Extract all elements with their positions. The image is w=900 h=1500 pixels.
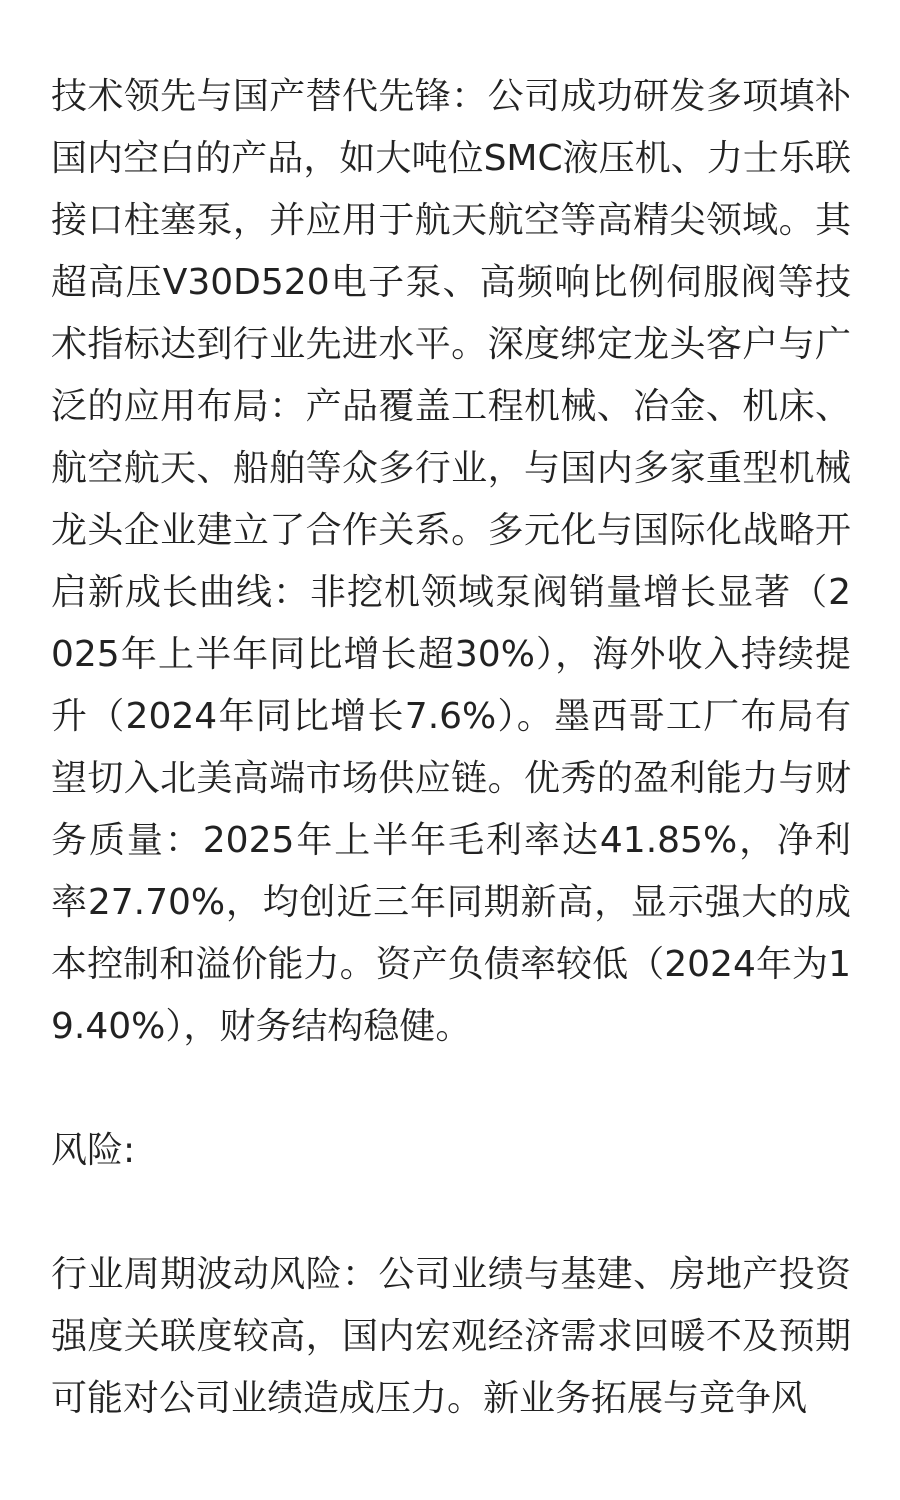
article-body	[51, 66, 851, 1430]
paragraph-risks: 行业周期波动风险：公司业绩与基建、房地产投资强度关联度较高，国内宏观经济需求回暖不及预期可能对公司业绩造成压力。新业务拓展与竞争风	[51, 1254, 851, 1419]
paragraph-strengths: 技术领先与国产替代先锋：公司成功研发多项填补国内空白的产品，如大吨位SMC液压机、力士乐联接口柱塞泵，并应用于航天航空等高精尖领域。其超高压V30D520电子泵、高频响比例伺服阀等技术指标达到行业先进水平。深度绑定龙头客户与广泛的应用布局：产品覆盖工程机械、冶金、机床、航空航天、船舶等众多行业，与国内多家重型机械龙头企业建立了合作关系。多元化与国际化战略开启新成长曲线：非挖机领域泵阀销量增长显著（2025年上半年同比增长超30%），海外收入持续提升（2024年同比增长7.6%）。墨西哥工厂布局有望切入北美高端市场供应链。优秀的盈利能力与财务质量：2025年上半年毛利率达41.85%，净利率27.70%，均创近三年同期新高，显示强大的成本控制和溢价能力。资产负债率较低（2024年为19.40%），财务结构稳健。	[51, 76, 851, 1047]
heading-risks: 风险:	[51, 1130, 136, 1171]
